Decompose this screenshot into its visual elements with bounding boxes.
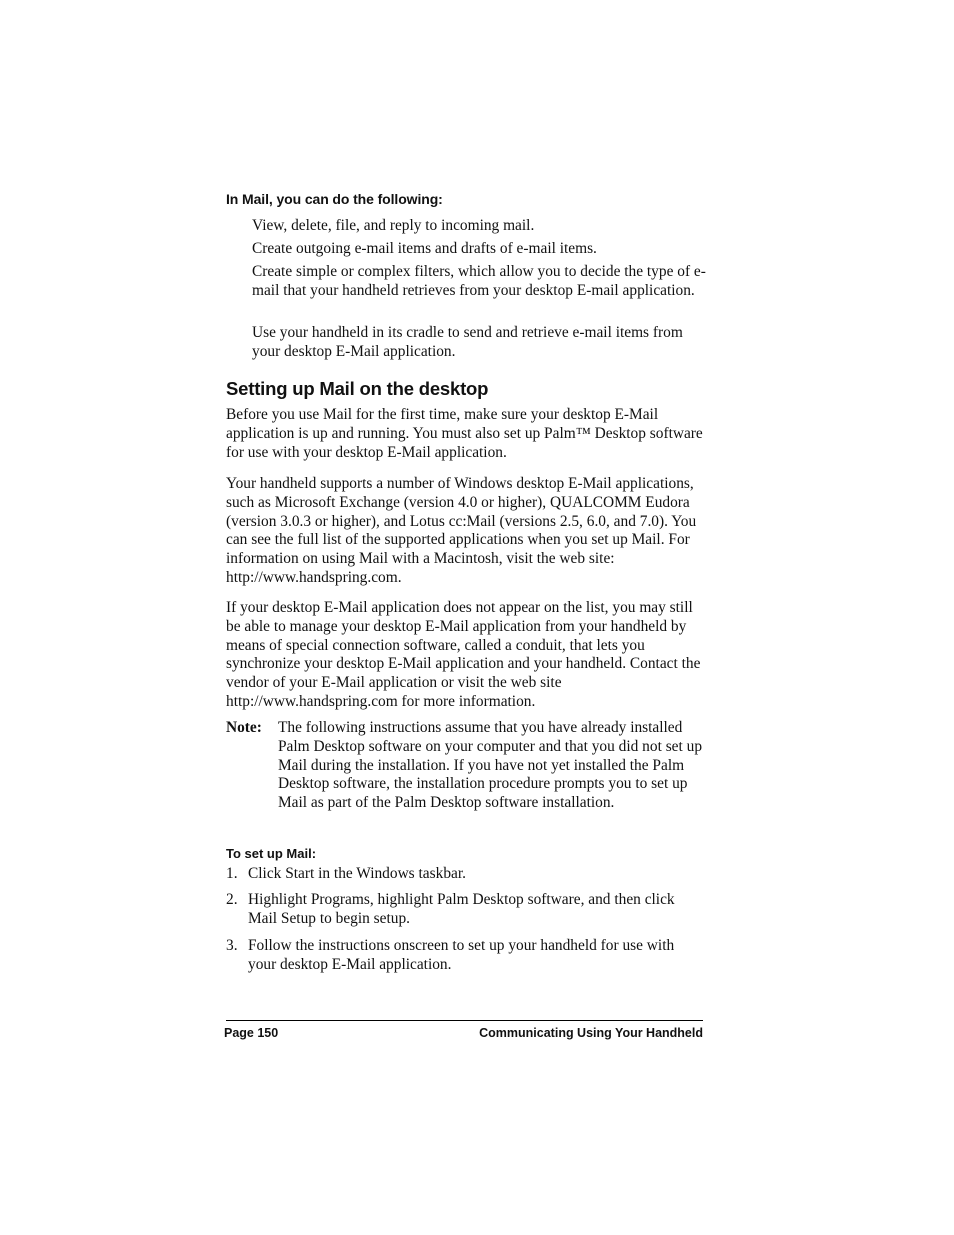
- steps-heading: To set up Mail:: [226, 846, 317, 861]
- footer-page-number: Page 150: [224, 1026, 279, 1040]
- step-number: 1.: [226, 865, 238, 882]
- footer-divider: [226, 1020, 703, 1021]
- step-text: Click Start in the Windows taskbar.: [248, 865, 466, 882]
- note-text: The following instructions assume that you have already installed Palm Desktop software on your computer and that you did not set up Mail during the installation. If you have not yet installed the Palm Desktop software, the installation procedure prompts you to set up Mail as part of the Palm Desktop software installation.: [278, 719, 703, 812]
- step-text: Follow the instructions onscreen to set up your handheld for use with your desktop E-Mail application.: [248, 937, 675, 973]
- bullet-item: Create simple or complex filters, which allow you to decide the type of e-mail that your handheld retrieves from your desktop E-mail application.: [252, 263, 706, 299]
- body-paragraph: Your handheld supports a number of Windows desktop E-Mail applications, such as Microsoft Exchange (version 4.0 or higher), QUALCOMM Eudora (version 3.0.3 or higher), and Lotus cc:Mail (versions 2.5, 6.0, and 7.0). You can see the full list of the supported applications when you set up Mail. For information on using Mail with a Macintosh, visit the web site: http://www.handspring.com.: [226, 475, 697, 586]
- step-text: Highlight Programs, highlight Palm Desktop software, and then click Mail Setup to begin setup.: [248, 891, 675, 927]
- step-number: 3.: [226, 937, 238, 954]
- body-paragraph: If your desktop E-Mail application does not appear on the list, you may still be able to manage your desktop E-Mail application from your handheld by means of special connection software, called a conduit, that lets you synchronize your desktop E-Mail application and your handheld. Contact the vendor of your E-Mail application or visit the web site http://www.handspring.com for more information.: [226, 599, 701, 710]
- note-label: Note:: [226, 719, 262, 736]
- bullet-item: Create outgoing e-mail items and drafts of e-mail items.: [252, 240, 597, 257]
- bullet-item: Use your handheld in its cradle to send and retrieve e-mail items from your desktop E-Mail application.: [252, 324, 683, 360]
- footer-chapter-title: Communicating Using Your Handheld: [479, 1026, 703, 1040]
- intro-heading: In Mail, you can do the following:: [226, 191, 443, 207]
- section-heading: Setting up Mail on the desktop: [226, 378, 489, 399]
- body-paragraph: Before you use Mail for the first time, make sure your desktop E-Mail application is up and running. You must also set up Palm™ Desktop software for use with your desktop E-Mail application.: [226, 406, 703, 461]
- step-number: 2.: [226, 891, 238, 908]
- bullet-item: View, delete, file, and reply to incoming mail.: [252, 217, 535, 234]
